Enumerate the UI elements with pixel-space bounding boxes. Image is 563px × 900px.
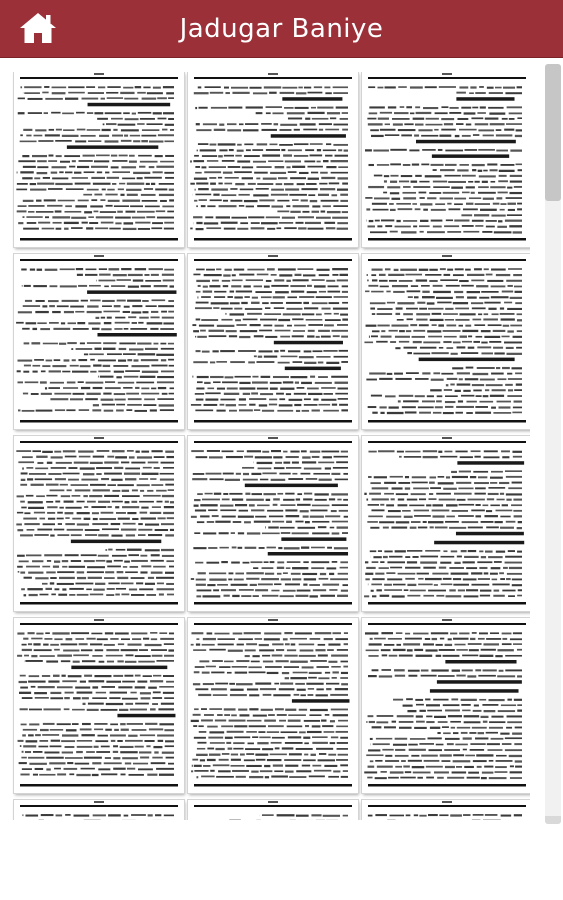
page-scan-image (188, 618, 358, 793)
page-thumbnail[interactable] (362, 436, 530, 611)
page-scan-image (362, 436, 530, 611)
page-thumbnail[interactable] (188, 800, 358, 820)
page-scan-image (14, 800, 184, 820)
page-scan-image (362, 254, 530, 429)
page-thumbnail[interactable] (14, 436, 184, 611)
page-scan-image (14, 618, 184, 793)
page-thumbnail[interactable] (362, 618, 530, 793)
scrollbar[interactable] (545, 64, 563, 824)
page-thumbnail[interactable] (362, 800, 530, 820)
app-title: Jadugar Baniye (179, 14, 384, 44)
page-scan-image (188, 436, 358, 611)
page-thumbnail[interactable] (188, 254, 358, 429)
page-scan-image (188, 254, 358, 429)
page-scan-image (362, 618, 530, 793)
page-thumbnail[interactable] (14, 254, 184, 429)
home-button[interactable] (17, 10, 59, 46)
page-scan-image (14, 72, 184, 247)
page-thumbnail[interactable] (14, 618, 184, 793)
page-scan-image (14, 254, 184, 429)
home-icon (18, 11, 58, 45)
page-scan-image (362, 800, 530, 820)
page-scan-image (188, 800, 358, 820)
page-thumbnail[interactable] (362, 72, 530, 247)
page-thumbnail[interactable] (188, 618, 358, 793)
page-scan-image (188, 72, 358, 247)
page-thumbnail-grid[interactable] (12, 72, 530, 820)
page-thumbnail[interactable] (188, 436, 358, 611)
page-thumbnail[interactable] (188, 72, 358, 247)
page-thumbnail[interactable] (362, 254, 530, 429)
scrollbar-end (545, 816, 561, 824)
page-thumbnail[interactable] (14, 72, 184, 247)
scrollbar-thumb[interactable] (545, 64, 561, 201)
page-scan-image (14, 436, 184, 611)
page-scan-image (362, 72, 530, 247)
page-thumbnail[interactable] (14, 800, 184, 820)
app-header (0, 0, 563, 58)
